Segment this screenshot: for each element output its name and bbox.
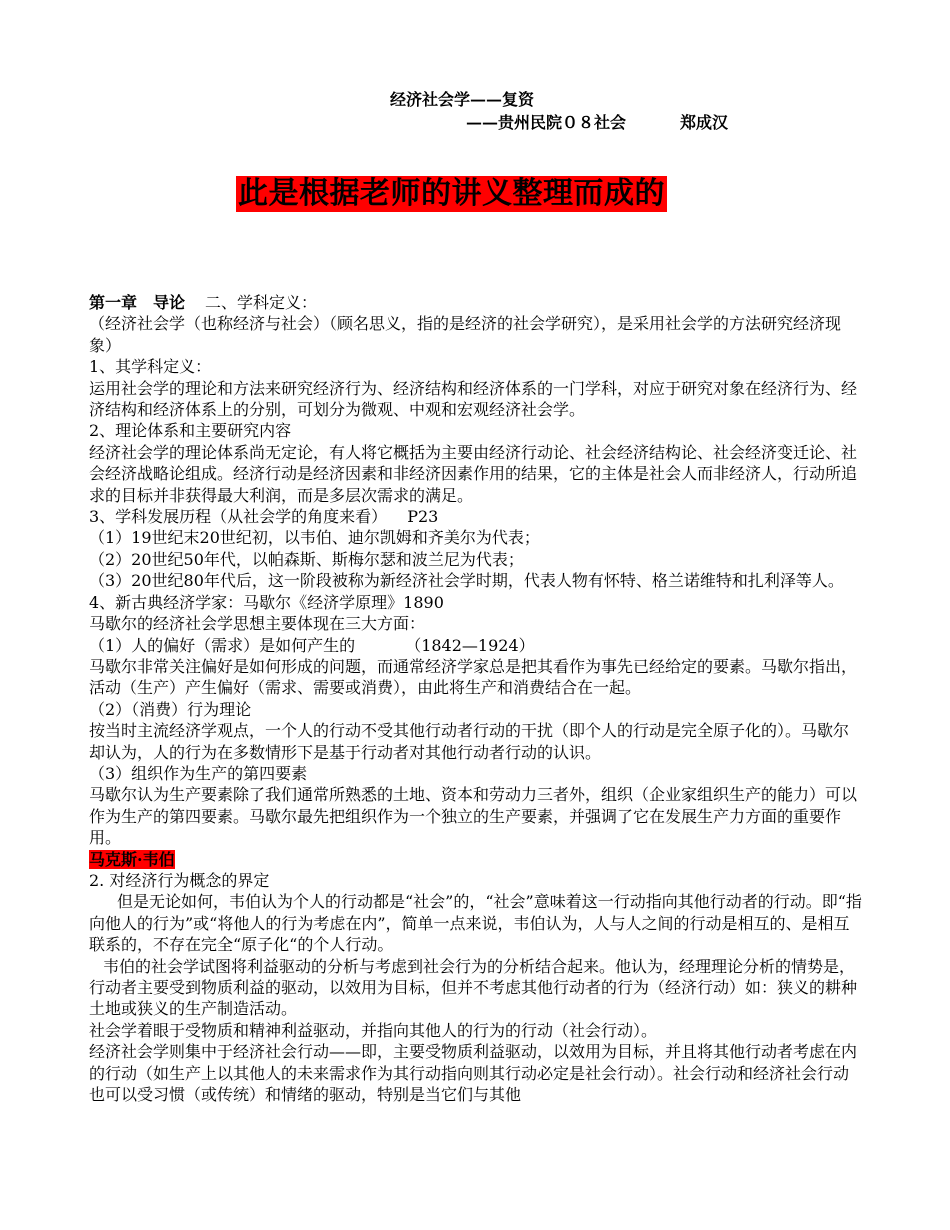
paragraph: 韦伯的社会学试图将利益驱动的分析与考虑到社会行为的分析结合起来。他认为，经理理论分析的情势是，行动者主要受到物质利益的驱动，以效用为目标，但并不考虑其他行动者的行为（经济行动）如：狭义的耕种土地或狭义的生产制造活动。 (89, 956, 858, 1019)
section-heading: 二、学科定义： (205, 293, 318, 312)
paragraph: 经济社会学则集中于经济社会行动——即，主要受物质利益驱动，以效用为目标，并且将其他行动者考虑在内的行动（如生产上以其他人的未来需求作为其行动指向则其行动必定是社会行动）。社会行动和经济社会行动也可以受习惯（或传统）和情绪的驱动，特别是当它们与其他 (89, 1042, 858, 1105)
list-item: （3）20世纪80年代后，这一阶段被称为新经济社会学时期，代表人物有怀特、格兰诺维特和扎利泽等人。 (89, 571, 844, 591)
note-banner: 此是根据老师的讲义整理而成的 (238, 176, 665, 211)
highlight-line (89, 849, 864, 870)
author-name: 郑成汉 (680, 113, 729, 132)
paragraph: 但是无论如何，韦伯认为个人的行动都是“社会”的，“社会”意味着这一行动指向其他行动者的行动。即“指向他人的行为”或“将他人的行为考虑在内”，简单一点来说，韦伯认为，人与人之间的行动是相互的、是相互联系的，不存在完全“原子化“的个人行动。 (89, 892, 862, 955)
subheading: 2. 对经济行为概念的界定 (89, 870, 270, 890)
paragraph: 马歇尔非常关注偏好是如何形成的问题，而通常经济学家总是把其看作为事先已经给定的要素。马歇尔指出，活动（生产）产生偏好（需求、需要或消费），由此将生产和消费结合在一起。 (89, 656, 858, 698)
chapter-title: 第一章 导论 (89, 293, 186, 312)
subtitle-text: ——贵州民院０８社会 (466, 113, 627, 132)
subheading: 1、其学科定义： (89, 357, 212, 377)
chapter-heading-line (89, 292, 864, 313)
paragraph: 按当时主流经济学观点，一个人的行动不受其他行动者行动的干扰（即个人的行动是完全原子化的）。马歇尔却认为，人的行为在多数情形下是基于行动者对其他行动者行动的认识。 (89, 721, 850, 762)
list-item: （2）（消费）行为理论 (89, 699, 252, 719)
page-reference: P23 (407, 507, 439, 527)
subheading: 3、学科发展历程（从社会学的角度来看） (89, 507, 388, 527)
paragraph: 经济社会学的理论体系尚无定论，有人将它概括为主要由经济行动论、社会经济结构论、社会经济变迁论、社会经济战略论组成。经济行动是经济因素和非经济因素作用的结果，它的主体是社会人而非经济人，行动所追求的目标并非获得最大利润，而是多层次需求的满足。 (89, 442, 858, 505)
subheading: 2、理论体系和主要研究内容 (89, 421, 292, 441)
list-item: （2）20世纪50年代，以帕森斯、斯梅尔瑟和波兰尼为代表； (89, 549, 524, 569)
paragraph: 运用社会学的理论和方法来研究经济行为、经济结构和经济体系的一门学科，对应于研究对象在经济行为、经济结构和经济体系上的分别，可划分为微观、中观和宏观经济社会学。 (89, 378, 858, 420)
paragraph: （经济社会学（也称经济与社会）（顾名思义，指的是经济的社会学研究），是采用社会学的方法研究经济现象） (89, 314, 842, 355)
paragraph: 马歇尔的经济社会学思想主要体现在三大方面： (89, 614, 426, 634)
list-item: （1）19世纪末20世纪初，以韦伯、迪尔凯姆和齐美尔为代表； (89, 528, 540, 548)
document-title (390, 90, 534, 110)
highlighted-heading: 马克斯·韦伯 (89, 849, 175, 869)
document-body (89, 292, 864, 1105)
title-text: 经济社会学——复资 (390, 90, 535, 109)
paragraph: 马歇尔认为生产要素除了我们通常所熟悉的土地、资本和劳动力三者外，组织（企业家组织生产的能力）可以作为生产的第四要素。马歇尔最先把组织作为一个独立的生产要素，并强调了它在发展生产力方面的重要作用。 (89, 785, 858, 848)
subheading-line (89, 506, 864, 527)
date-range: （1842—1924） (405, 635, 535, 655)
paragraph: 社会学着眼于受物质和精神利益驱动，并指向其他人的行为的行动（社会行动）。 (89, 1020, 658, 1040)
list-item-line (89, 635, 864, 656)
list-item: （3）组织作为生产的第四要素 (89, 763, 308, 783)
list-item: （1）人的偏好（需求）是如何产生的 (89, 635, 356, 655)
document-subtitle (466, 113, 728, 133)
subheading: 4、新古典经济学家：马歇尔《经济学原理》1890 (89, 592, 444, 612)
